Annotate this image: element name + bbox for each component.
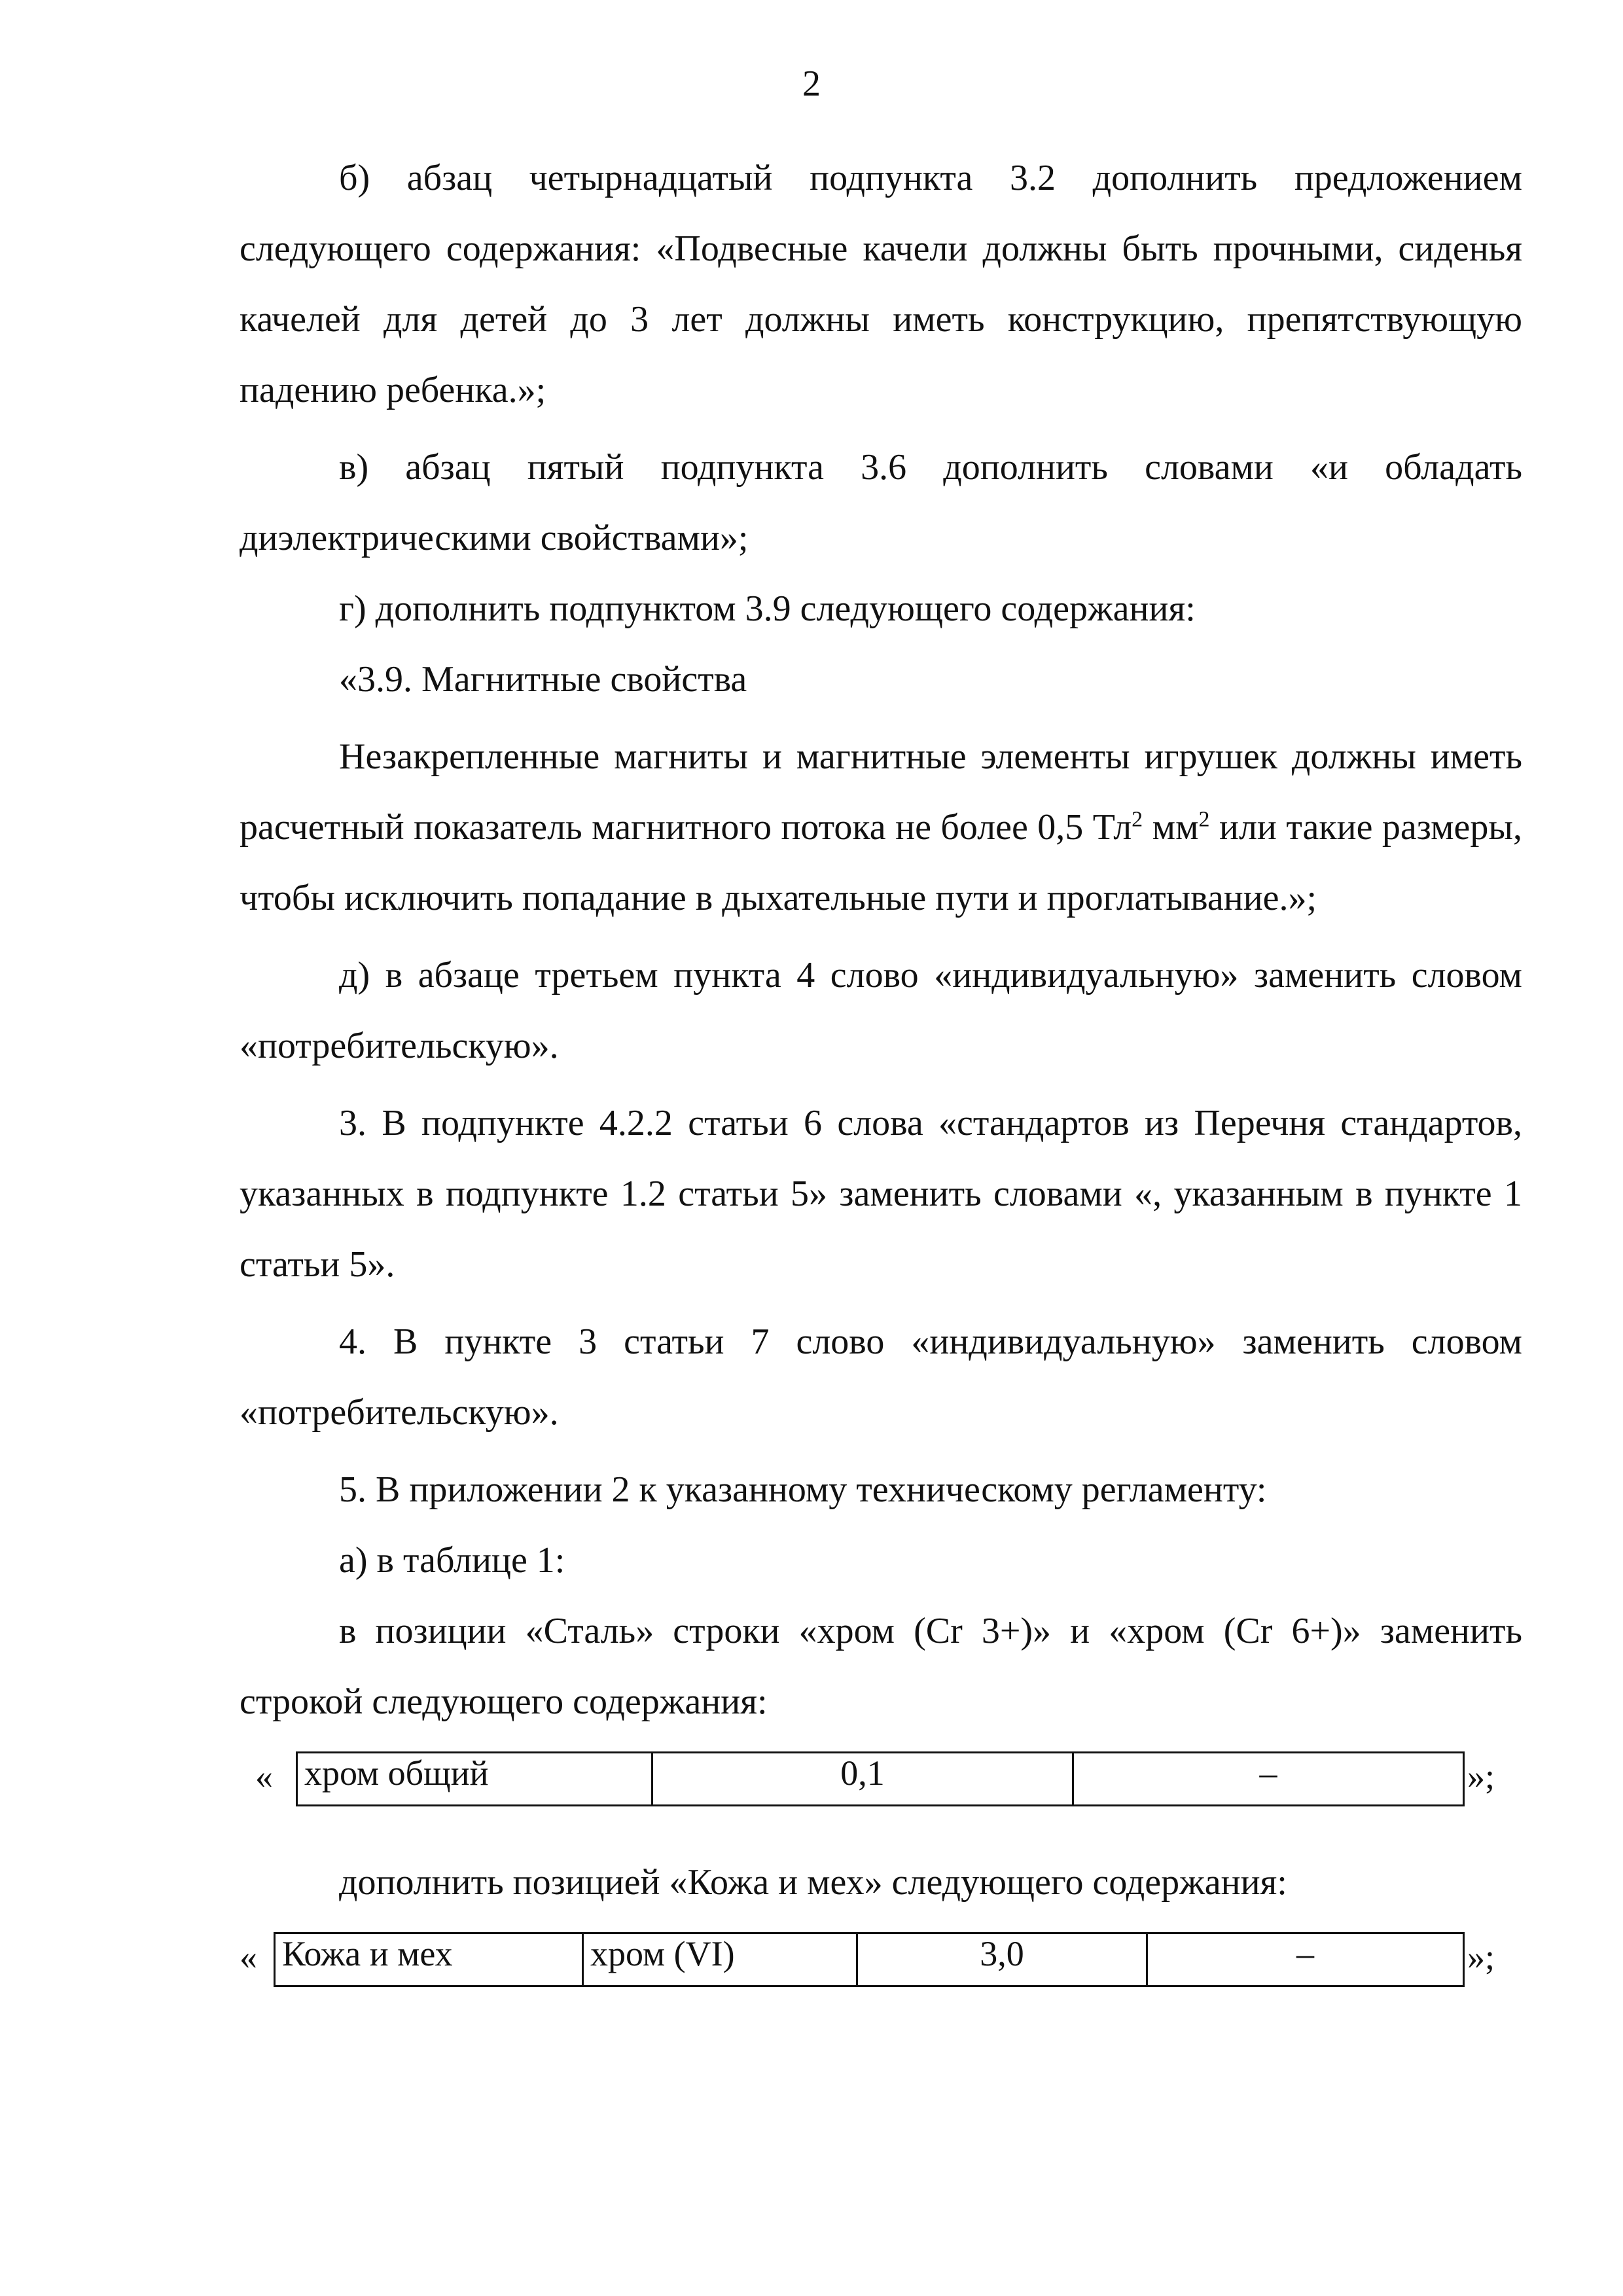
magnets-text-a: Незакрепленные магниты и магнитные элементы игрушек должны иметь расчетный показатель магнитного потока не более 0,5 Тл: [240, 736, 1522, 848]
paragraph-4: 4. В пункте 3 статьи 7 слово «индивидуальную» заменить словом «потребительскую».: [240, 1321, 1522, 1433]
table-1: [296, 1751, 1465, 1806]
table-row: [275, 1933, 1464, 1986]
magnets-text-c: или такие размеры, чтобы исключить попадание в дыхательные пути и проглатывание.»;: [240, 807, 1523, 918]
subsection-heading: «3.9. Магнитные свойства: [339, 659, 747, 700]
table-2-cell-substance: хром (VI): [583, 1933, 857, 1986]
table-2: [274, 1932, 1465, 1987]
table-1-cell-name: хром общий: [297, 1753, 652, 1806]
table-2-cell-value: 3,0: [857, 1933, 1147, 1986]
table-2-line: [240, 1932, 1522, 1987]
superscript-2: 2: [1198, 807, 1210, 832]
table-2-cell-dash: –: [1147, 1933, 1464, 1986]
table-2-cell-category: Кожа и мех: [275, 1933, 583, 1986]
table-1-cell-value: 0,1: [652, 1753, 1073, 1806]
paragraph-magnets: [240, 721, 1522, 933]
table-2-close-quote: »;: [1467, 1937, 1495, 1977]
table-1-cell-dash: –: [1073, 1753, 1464, 1806]
page-number: 2: [802, 63, 821, 104]
table-2-open-quote: «: [240, 1937, 257, 1977]
paragraph-v: в) абзац пятый подпункта 3.6 дополнить словами «и обладать диэлектрическими свойствами»;: [240, 447, 1522, 558]
document-body: [240, 143, 1522, 1987]
magnets-text-b: мм: [1143, 807, 1199, 848]
superscript-1: 2: [1132, 807, 1143, 832]
paragraph-a: а) в таблице 1:: [339, 1540, 565, 1581]
paragraph-3: 3. В подпункте 4.2.2 статьи 6 слова «стандартов из Перечня стандартов, указанных в подпункте 1.2 статьи 5» заменить словами «, указанным в пункте 1 статьи 5».: [240, 1103, 1522, 1285]
table-1-line: [240, 1751, 1522, 1806]
table-1-open-quote: «: [255, 1757, 273, 1796]
paragraph-b: б) абзац четырнадцатый подпункта 3.2 дополнить предложением следующего содержания: «Подвесные качели должны быть прочными, сиденья качелей для детей до 3 лет должны иметь конструкцию, препятствующую падению ребенка.»;: [240, 158, 1522, 410]
table-1-close-quote: »;: [1467, 1757, 1495, 1796]
paragraph-d: д) в абзаце третьем пункта 4 слово «индивидуальную» заменить словом «потребительскую».: [240, 955, 1522, 1066]
paragraph-steel: в позиции «Сталь» строки «хром (Cr 3+)» и «хром (Cr 6+)» заменить строкой следующего содержания:: [240, 1611, 1522, 1722]
paragraph-leather: дополнить позицией «Кожа и мех» следующего содержания:: [339, 1862, 1287, 1903]
table-row: [297, 1753, 1464, 1806]
paragraph-g: г) дополнить подпунктом 3.9 следующего содержания:: [339, 588, 1196, 629]
paragraph-5: 5. В приложении 2 к указанному техническому регламенту:: [339, 1469, 1267, 1510]
